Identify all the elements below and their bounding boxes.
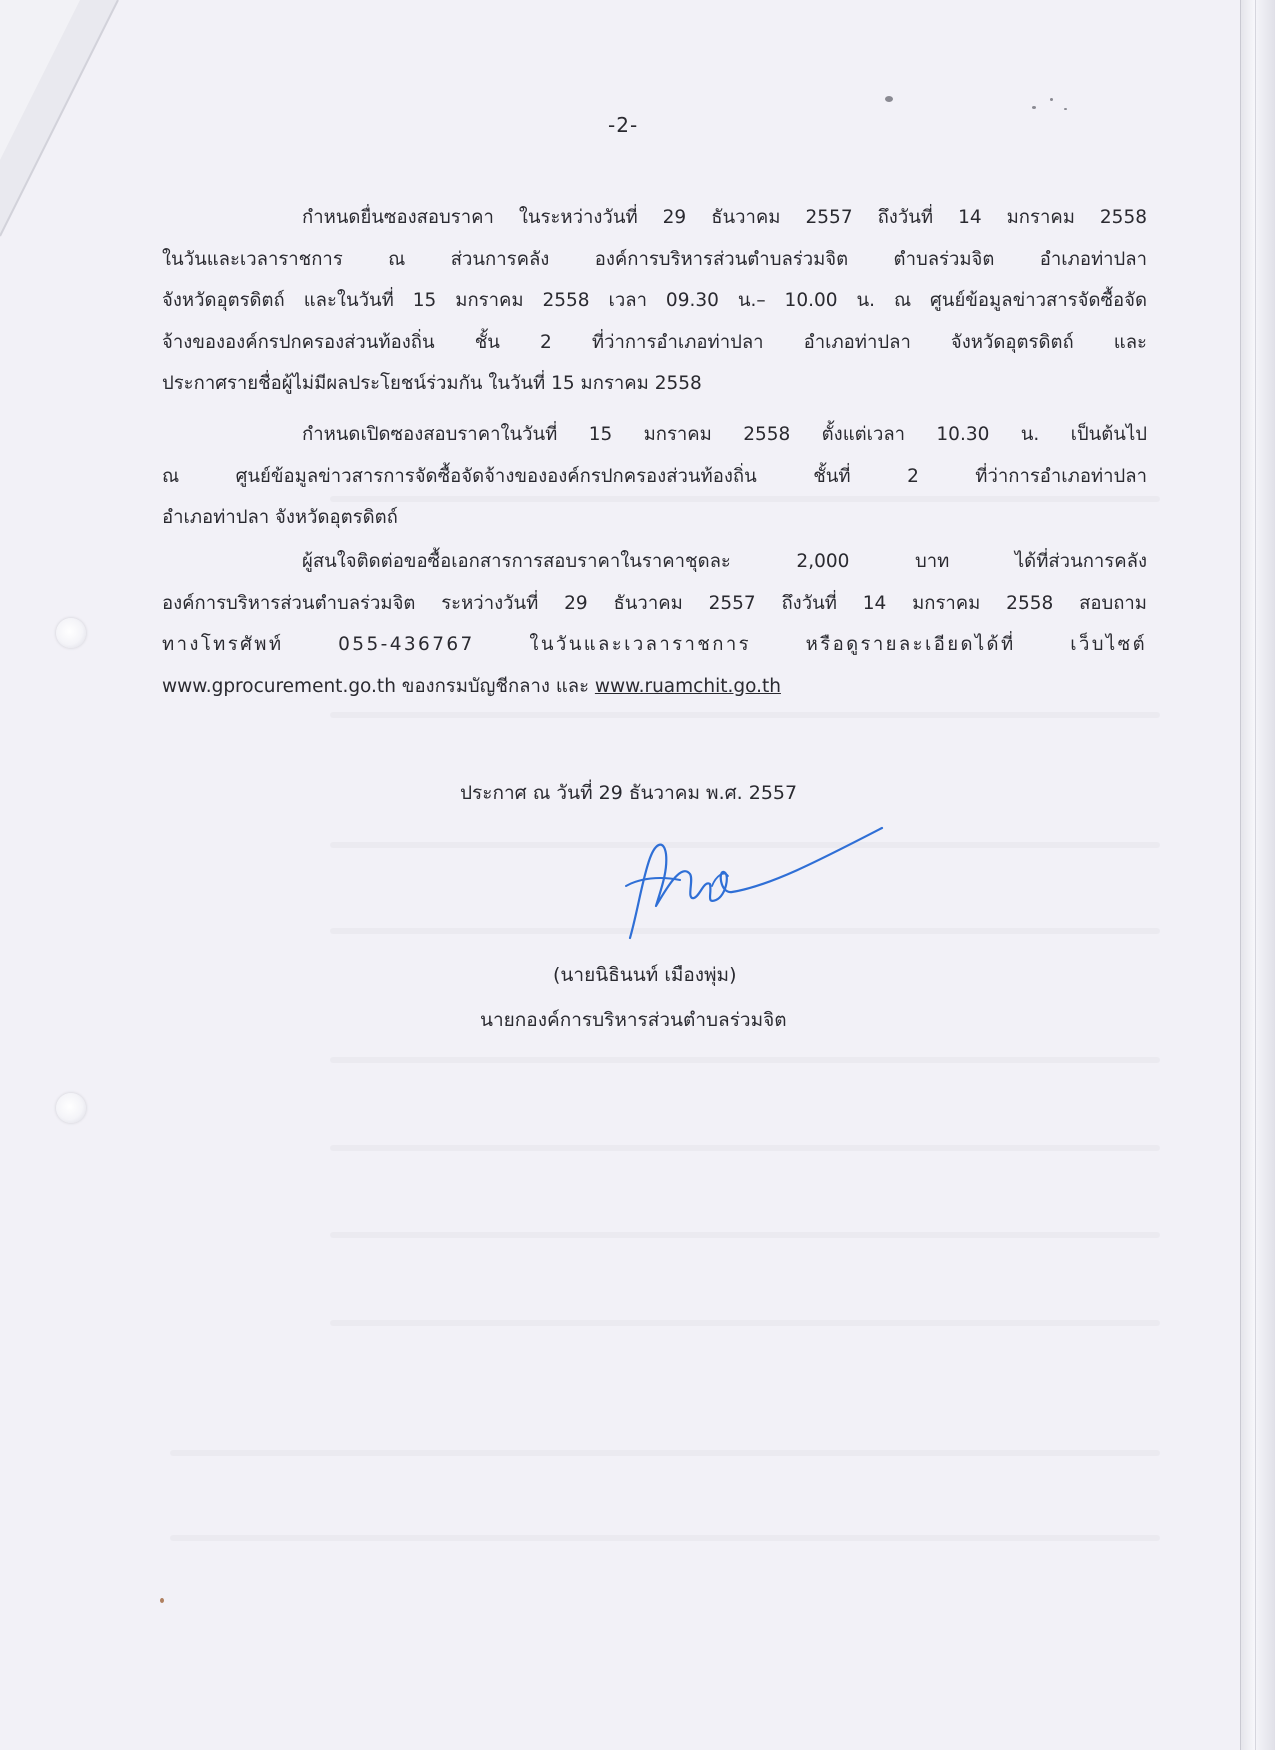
show-through-line (330, 1232, 1160, 1238)
website-link[interactable]: www.ruamchit.go.th (594, 675, 781, 697)
page-number: -2- (608, 113, 639, 137)
paper-speck (885, 96, 893, 102)
text-line: ผู้สนใจติดต่อขอซื้อเอกสารการสอบราคาในราคาชุดละ 2,000 บาท ได้ที่ส่วนการคลัง (302, 551, 1147, 572)
show-through-line (330, 1145, 1160, 1151)
paragraph-submission-period (162, 197, 1147, 405)
text-line: องค์การบริหารส่วนตำบลร่วมจิต ระหว่างวันที่ 29 ธันวาคม 2557 ถึงวันที่ 14 มกราคม 2558 สอบถาม (162, 592, 1147, 614)
paragraph-opening-date (162, 414, 1147, 539)
folded-corner (0, 0, 120, 240)
show-through-line (170, 1535, 1160, 1541)
paragraph-purchase-documents (162, 541, 1147, 707)
text-line: กำหนดเปิดซองสอบราคาในวันที่ 15 มกราคม 2558 ตั้งแต่เวลา 10.30 น. เป็นต้นไป (302, 424, 1147, 445)
show-through-line (330, 1057, 1160, 1063)
punch-hole-bottom (56, 1093, 86, 1123)
text-line: ณ ศูนย์ข้อมูลข่าวสารการจัดซื้อจัดจ้างขององค์กรปกครองส่วนท้องถิ่น ชั้นที่ 2 ที่ว่าการอำเภอท่าปลา (162, 465, 1147, 487)
announcement-date: ประกาศ ณ วันที่ 29 ธันวาคม พ.ศ. 2557 (460, 782, 798, 804)
text-line: ประกาศรายชื่อผู้ไม่มีผลประโยชน์ร่วมกัน ในวันที่ 15 มกราคม 2558 (162, 373, 702, 394)
text-line: จ้างขององค์กรปกครองส่วนท้องถิ่น ชั้น 2 ที่ว่าการอำเภอท่าปลา อำเภอท่าปลา จังหวัดอุตรดิตถ์ และ (162, 331, 1147, 353)
signature-image (620, 820, 890, 950)
text-line: จังหวัดอุตรดิตถ์ และในวันที่ 15 มกราคม 2558 เวลา 09.30 น.– 10.00 น. ณ ศูนย์ข้อมูลข่าวสารจัดซื้อจัด (162, 290, 1147, 311)
signer-title: นายกองค์การบริหารส่วนตำบลร่วมจิต (480, 1009, 787, 1031)
text-line: ในวันและเวลาราชการ ณ ส่วนการคลัง องค์การบริหารส่วนตำบลร่วมจิต ตำบลร่วมจิต อำเภอท่าปลา (162, 248, 1147, 270)
text-line: ทางโทรศัพท์ 055-436767 ในวันและเวลาราชการ หรือดูรายละเอียดได้ที่ เว็บไซต์ (162, 634, 1147, 655)
paper-speck (1050, 98, 1053, 101)
website-reference-text: www.gprocurement.go.th ของกรมบัญชีกลาง และ (162, 675, 595, 697)
text-line (162, 666, 1147, 708)
paper-speck (1064, 108, 1067, 110)
signer-name: (นายนิธินนท์ เมืองพุ่ม) (553, 964, 737, 986)
show-through-line (330, 712, 1160, 718)
show-through-line (170, 1450, 1160, 1456)
text-line: กำหนดยื่นซองสอบราคา ในระหว่างวันที่ 29 ธันวาคม 2557 ถึงวันที่ 14 มกราคม 2558 (302, 207, 1147, 228)
punch-hole-top (56, 618, 86, 648)
page-edge-line (1240, 0, 1241, 1750)
text-line: อำเภอท่าปลา จังหวัดอุตรดิตถ์ (162, 507, 398, 528)
stacked-page-edge (1240, 0, 1275, 1750)
show-through-line (330, 1320, 1160, 1326)
page-edge-line (1255, 0, 1256, 1750)
paper-speck (160, 1598, 164, 1603)
paper-speck (1032, 106, 1036, 109)
